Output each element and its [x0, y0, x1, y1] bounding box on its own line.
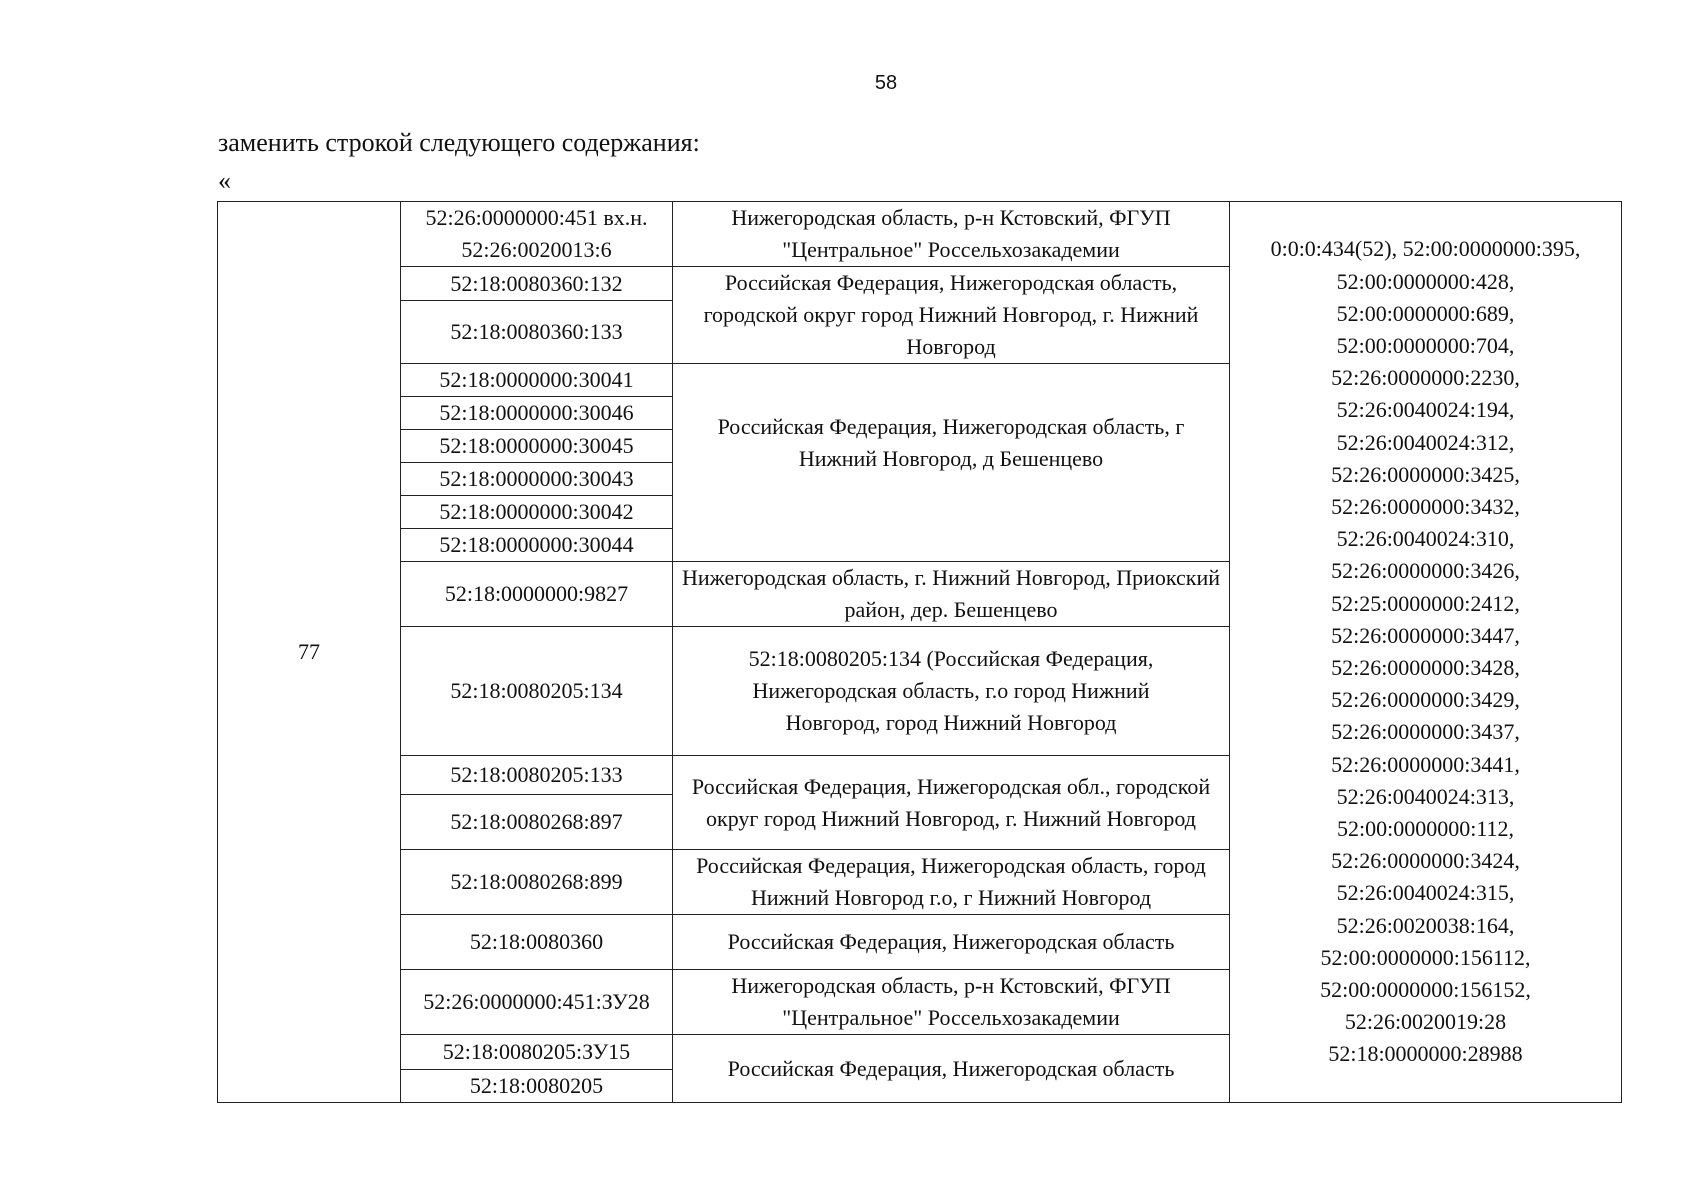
related-line: 52:00:0000000:156152, — [1320, 977, 1531, 1003]
cadastral-cell: 52:18:0000000:30045 — [401, 430, 673, 463]
related-line: 52:26:0020038:164, — [1336, 912, 1515, 938]
related-line: 52:26:0000000:2230, — [1331, 365, 1520, 391]
intro-text: заменить строкой следующего содержания: — [218, 128, 700, 157]
open-quote: « — [218, 166, 231, 195]
address-cell: Российская Федерация, Нижегородская область, город Нижний Новгород г.о, г Нижний Новгород — [673, 850, 1230, 915]
related-line: 52:26:0020019:28 — [1344, 1009, 1507, 1035]
address-cell: Российская Федерация, Нижегородская область, г Нижний Новгород, д Бешенцево — [673, 364, 1230, 562]
related-line: 52:26:0000000:3424, — [1331, 848, 1520, 874]
address-cell: Нижегородская область, р-н Кстовский, ФГУП "Центральное" Россельхозакадемии — [673, 202, 1230, 267]
related-line: 52:26:0000000:3437, — [1331, 719, 1520, 745]
land-plots-table — [217, 201, 1622, 1103]
cadastral-cell: 52:18:0080360 — [401, 915, 673, 970]
table-row — [218, 202, 1622, 267]
related-line: 52:00:0000000:428, — [1336, 268, 1515, 294]
related-line: 0:0:0:434(52), 52:00:0000000:395, — [1270, 236, 1581, 262]
cadastral-cell: 52:26:0000000:451 вх.н. 52:26:0020013:6 — [401, 202, 673, 267]
address-cell: Российская Федерация, Нижегородская область — [673, 1035, 1230, 1103]
related-line: 52:26:0040024:194, — [1336, 397, 1515, 423]
related-line: 52:00:0000000:689, — [1336, 300, 1515, 326]
cadastral-cell: 52:26:0000000:451:ЗУ28 — [401, 970, 673, 1035]
related-line: 52:26:0000000:3441, — [1331, 751, 1520, 777]
cadastral-cell: 52:18:0000000:30043 — [401, 463, 673, 496]
related-line: 52:26:0040024:312, — [1336, 429, 1515, 455]
cadastral-cell: 52:18:0080268:899 — [401, 850, 673, 915]
cadastral-cell: 52:18:0000000:30046 — [401, 397, 673, 430]
related-line: 52:00:0000000:112, — [1336, 816, 1515, 842]
cadastral-cell: 52:18:0000000:30044 — [401, 529, 673, 562]
cadastral-cell: 52:18:0080268:897 — [401, 795, 673, 850]
related-line: 52:26:0000000:3447, — [1331, 622, 1520, 648]
related-line: 52:26:0000000:3425, — [1331, 461, 1520, 487]
related-line: 52:00:0000000:704, — [1336, 332, 1515, 358]
cadastral-cell: 52:18:0080205 — [401, 1070, 673, 1103]
cadastral-cell: 52:18:0000000:30041 — [401, 364, 673, 397]
cadastral-cell: 52:18:0080205:134 — [401, 627, 673, 756]
related-cadastral-cell — [1230, 202, 1622, 1103]
address-cell: Нижегородская область, г. Нижний Новгород, Приокский район, дер. Бешенцево — [673, 562, 1230, 627]
row-number: 77 — [218, 202, 401, 1103]
address-cell: Российская Федерация, Нижегородская область, городской округ город Нижний Новгород, г. Нижний Новгород — [673, 267, 1230, 364]
related-line: 52:00:0000000:156112, — [1320, 944, 1531, 970]
address-cell: Российская Федерация, Нижегородская обл., городской округ город Нижний Новгород, г. Нижний Новгород — [673, 756, 1230, 850]
related-line: 52:18:0000000:28988 — [1328, 1041, 1523, 1067]
address-cell: 52:18:0080205:134 (Российская Федерация, Нижегородская область, г.о город Нижний Новгород, город Нижний Новгород — [673, 627, 1230, 756]
cadastral-cell: 52:18:0000000:30042 — [401, 496, 673, 529]
cadastral-cell: 52:18:0080205:ЗУ15 — [401, 1035, 673, 1070]
cadastral-cell: 52:18:0080360:132 — [401, 267, 673, 301]
cadastral-cell: 52:18:0080205:133 — [401, 756, 673, 795]
related-line: 52:26:0000000:3432, — [1331, 493, 1520, 519]
cadastral-cell: 52:18:0000000:9827 — [401, 562, 673, 627]
address-cell: Российская Федерация, Нижегородская область — [673, 915, 1230, 970]
cadastral-cell: 52:18:0080360:133 — [401, 301, 673, 364]
related-line: 52:26:0040024:313, — [1336, 783, 1515, 809]
address-cell: Нижегородская область, р-н Кстовский, ФГУП "Центральное" Россельхозакадемии — [673, 970, 1230, 1035]
related-line: 52:26:0040024:315, — [1336, 880, 1515, 906]
related-line: 52:26:0000000:3429, — [1331, 687, 1520, 713]
related-line: 52:26:0040024:310, — [1336, 526, 1515, 552]
related-line: 52:26:0000000:3426, — [1331, 558, 1520, 584]
related-line: 52:25:0000000:2412, — [1331, 590, 1520, 616]
page-number: 58 — [874, 72, 898, 94]
related-line: 52:26:0000000:3428, — [1331, 655, 1520, 680]
